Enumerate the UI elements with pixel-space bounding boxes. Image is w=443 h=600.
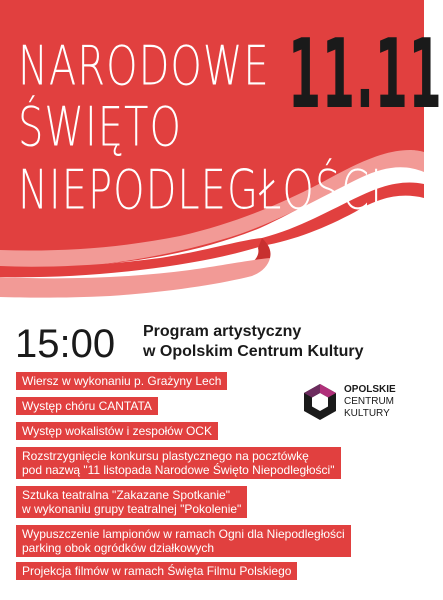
program-item [16, 486, 247, 518]
program-item-text-2: pod nazwą "11 listopada Narodowe Święto Niepodległości" [22, 463, 335, 477]
hexagon-logo-icon [300, 382, 340, 422]
program-heading-line2: w Opolskim Centrum Kultury [143, 343, 364, 360]
program-item-text: Występ wokalistów i zespołów OCK [22, 424, 212, 438]
program-item [16, 562, 297, 580]
program-item-text: Sztuka teatralna "Zakazane Spotkanie" [22, 488, 230, 502]
title-line-1: NARODOWE [18, 36, 270, 99]
program-item [16, 422, 218, 440]
program-item-text: Występ chóru CANTATA [22, 399, 152, 413]
program-item-text: Wypuszczenie lampionów w ramach Ogni dla Niepodległości [22, 527, 345, 541]
title-line-2: ŚWIĘTO [18, 97, 182, 160]
ock-logo [300, 382, 418, 422]
program-heading-line1: Program artystyczny [143, 323, 302, 340]
logo-text [344, 384, 396, 420]
program-item [16, 397, 158, 415]
logo-line1: OPOLSKIE [344, 384, 396, 395]
program-item [16, 447, 341, 479]
title-line-3: NIEPODLEGŁOŚCI [18, 160, 384, 223]
event-date: 11.11 [288, 18, 443, 131]
program-item [16, 372, 227, 390]
program-item-text: Wiersz w wykonaniu p. Grażyny Lech [22, 374, 222, 388]
program-item-text-2: w wykonaniu grupy teatralnej "Pokolenie" [22, 502, 242, 516]
program-item [16, 525, 351, 557]
program-item-text-2: parking obok ogródków działkowych [22, 541, 215, 555]
program-item-text: Projekcja filmów w ramach Święta Filmu Polskiego [22, 564, 292, 578]
event-time: 15:00 [15, 322, 116, 366]
program-item-text: Rozstrzygnięcie konkursu plastycznego na pocztówkę [22, 449, 309, 463]
logo-line3: KULTURY [344, 408, 390, 419]
logo-line2: CENTRUM [344, 396, 394, 407]
program-heading [143, 322, 363, 362]
